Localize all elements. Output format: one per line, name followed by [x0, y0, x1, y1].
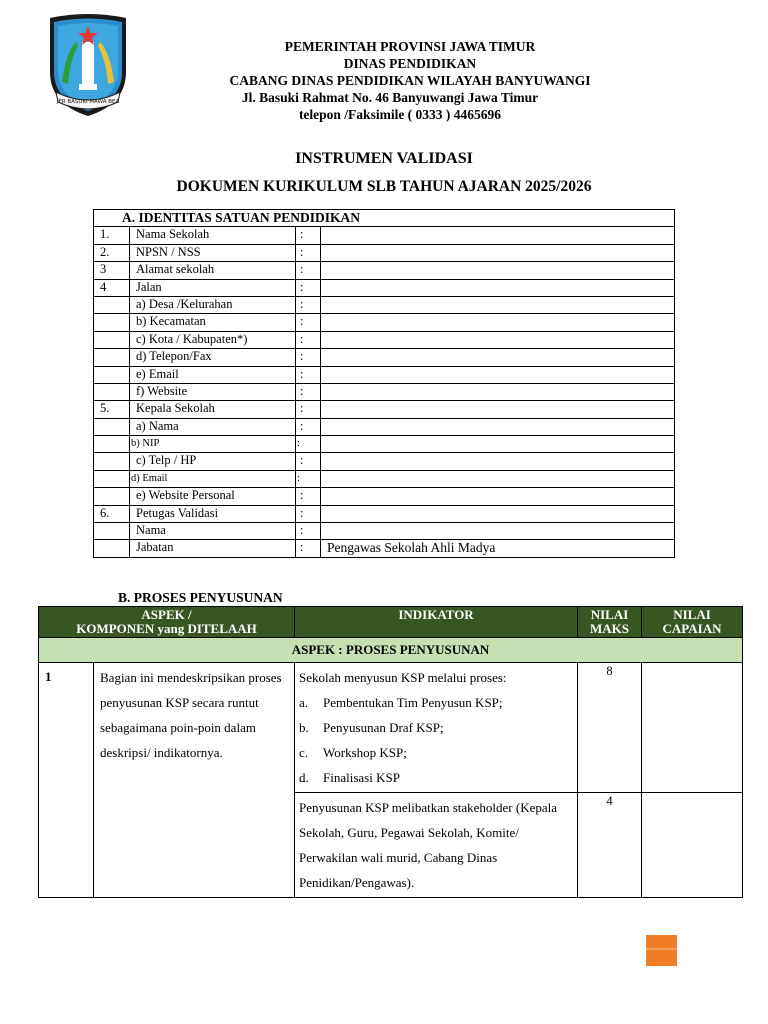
identity-row — [94, 505, 675, 522]
identity-row-value[interactable] — [321, 349, 675, 366]
identity-row-label: b) Kecamatan — [130, 314, 296, 331]
identity-row-value[interactable] — [321, 401, 675, 418]
list-marker: d. — [299, 770, 309, 785]
identity-row-number — [94, 488, 130, 505]
identity-row-value[interactable] — [321, 505, 675, 522]
list-item-text: Pembentukan Tim Penyusun KSP; — [323, 695, 503, 710]
identity-row — [94, 314, 675, 331]
identity-row-label: d) Email — [130, 470, 296, 487]
identity-table — [93, 209, 675, 558]
logo-motto: JER BASUKI MAWA BEA — [56, 99, 120, 105]
identity-row-separator: : — [296, 540, 321, 557]
indicator-cell: Penyusunan KSP melibatkan stakeholder (Kepala Sekolah, Guru, Pegawai Sekolah, Komite/ Perwakilan wali murid, Cabang Dinas Penidikan/Pengawas). — [295, 793, 578, 898]
identity-row-separator: : — [296, 505, 321, 522]
identity-row-label: NPSN / NSS — [130, 244, 296, 261]
identity-row-value[interactable] — [321, 331, 675, 348]
identity-row-separator: : — [296, 523, 321, 540]
indicator-list-item — [299, 690, 573, 715]
identity-row-separator: : — [296, 349, 321, 366]
identity-row-value[interactable] — [321, 383, 675, 400]
identity-row-number — [94, 470, 130, 487]
identity-row-separator: : — [296, 296, 321, 313]
row-number: 1 — [39, 663, 94, 898]
identity-row — [94, 453, 675, 470]
identity-row — [94, 401, 675, 418]
aspek-column-header: ASPEK / KOMPONEN yang DITELAAH — [39, 607, 295, 638]
nilai-capaian-cell[interactable] — [642, 663, 743, 793]
indicator-list — [299, 690, 573, 790]
identity-row — [94, 488, 675, 505]
identity-row-number: 4 — [94, 279, 130, 296]
orange-marker-block — [646, 935, 677, 966]
identity-row-label: f) Website — [130, 383, 296, 400]
identity-row-label: a) Nama — [130, 418, 296, 435]
identity-row-label: Alamat sekolah — [130, 262, 296, 279]
identity-row-number — [94, 296, 130, 313]
identity-row-number: 5. — [94, 401, 130, 418]
identity-row-separator: : — [296, 401, 321, 418]
identity-row-separator: : — [296, 418, 321, 435]
identity-row-value[interactable] — [321, 279, 675, 296]
identity-row-separator: : — [296, 244, 321, 261]
identity-row-number: 1. — [94, 227, 130, 244]
identity-row-separator: : — [296, 331, 321, 348]
identity-row — [94, 470, 675, 487]
document-title: INSTRUMEN VALIDASI — [295, 150, 473, 167]
indicator-intro: Sekolah menyusun KSP melalui proses: — [299, 670, 507, 685]
identity-row-label: c) Telp / HP — [130, 453, 296, 470]
identity-row-value[interactable] — [321, 488, 675, 505]
identity-row — [94, 279, 675, 296]
nilai-maks-column-header: NILAI MAKS — [578, 607, 642, 638]
identity-row-label: Nama Sekolah — [130, 227, 296, 244]
identity-row-value[interactable] — [321, 296, 675, 313]
identity-row-separator: : — [296, 383, 321, 400]
identity-row — [94, 262, 675, 279]
identity-row-separator: : — [296, 488, 321, 505]
identity-row — [94, 523, 675, 540]
identity-row-number: 6. — [94, 505, 130, 522]
identity-row-number — [94, 453, 130, 470]
identity-row-separator: : — [296, 366, 321, 383]
identity-row-number — [94, 314, 130, 331]
identity-row — [94, 296, 675, 313]
nilai-capaian-cell[interactable] — [642, 793, 743, 898]
list-item-text: Workshop KSP; — [323, 745, 407, 760]
letterhead-phone: telepon /Faksimile ( 0333 ) 4465696 — [298, 107, 502, 122]
identity-row-label: Nama — [130, 523, 296, 540]
identity-row — [94, 540, 675, 557]
nilai-maks-cell: 8 — [578, 663, 642, 793]
identity-row-separator: : — [296, 453, 321, 470]
identity-row-value[interactable]: Pengawas Sekolah Ahli Madya — [321, 540, 675, 557]
letterhead-address: Jl. Basuki Rahmat No. 46 Banyuwangi Jawa Timur — [241, 90, 539, 105]
identity-row-label: Petugas Validasi — [130, 505, 296, 522]
identity-row-value[interactable] — [321, 453, 675, 470]
nilai-maks-cell: 4 — [578, 793, 642, 898]
identity-row-value[interactable] — [321, 314, 675, 331]
aspek-section-row: ASPEK : PROSES PENYUSUNAN — [39, 638, 743, 663]
indicator-list-item — [299, 715, 573, 740]
identity-row-label: Jabatan — [130, 540, 296, 557]
identity-row — [94, 436, 675, 453]
indicator-cell — [295, 663, 578, 793]
letterhead-line2: DINAS PENDIDIKAN — [343, 56, 477, 71]
table-row — [39, 663, 743, 793]
identity-row-number — [94, 436, 130, 453]
identity-row-value[interactable] — [321, 366, 675, 383]
identity-row-separator: : — [296, 227, 321, 244]
identity-row-label: e) Email — [130, 366, 296, 383]
identity-row — [94, 227, 675, 244]
identity-row — [94, 418, 675, 435]
identity-row-value[interactable] — [321, 262, 675, 279]
list-item-text: Finalisasi KSP — [323, 770, 400, 785]
document-subtitle: DOKUMEN KURIKULUM SLB TAHUN AJARAN 2025/2026 — [176, 178, 592, 195]
indicator-list-item — [299, 740, 573, 765]
identity-row-value[interactable] — [321, 418, 675, 435]
aspek-description: Bagian ini mendeskripsikan proses penyusunan KSP secara runtut sebagaimana poin-poin dalam deskripsi/ indikatornya. — [94, 663, 295, 898]
identity-row-number — [94, 331, 130, 348]
identity-row — [94, 331, 675, 348]
identity-row-separator: : — [296, 314, 321, 331]
identity-row-separator: : — [296, 262, 321, 279]
identity-row-number — [94, 540, 130, 557]
identity-row-number: 2. — [94, 244, 130, 261]
identity-row — [94, 244, 675, 261]
identity-row-label: b) NIP — [130, 436, 296, 453]
letterhead-line3: CABANG DINAS PENDIDIKAN WILAYAH BANYUWANGI — [229, 73, 591, 88]
identity-row-value[interactable] — [321, 470, 675, 487]
section-b-title: B. PROSES PENYUSUNAN — [118, 590, 283, 605]
identity-row-label: a) Desa /Kelurahan — [130, 296, 296, 313]
process-table — [38, 606, 743, 898]
identity-row-label: Kepala Sekolah — [130, 401, 296, 418]
identity-row-number — [94, 418, 130, 435]
identity-row-number — [94, 349, 130, 366]
identity-row-number — [94, 523, 130, 540]
nilai-capaian-column-header: NILAI CAPAIAN — [642, 607, 743, 638]
identity-row-value[interactable] — [321, 436, 675, 453]
identity-row — [94, 349, 675, 366]
indicator-list-item — [299, 765, 573, 790]
identity-row — [94, 383, 675, 400]
identity-row-label: Jalan — [130, 279, 296, 296]
identity-row-value[interactable] — [321, 244, 675, 261]
identity-row-number — [94, 366, 130, 383]
letterhead — [150, 38, 670, 123]
identity-row-separator: : — [296, 436, 321, 453]
list-item-text: Penyusunan Draf KSP; — [323, 720, 444, 735]
identity-row-separator: : — [296, 279, 321, 296]
identity-row — [94, 366, 675, 383]
letterhead-line1: PEMERINTAH PROVINSI JAWA TIMUR — [284, 39, 536, 54]
identity-row-separator: : — [296, 470, 321, 487]
identity-row-value[interactable] — [321, 227, 675, 244]
list-marker: b. — [299, 720, 309, 735]
identity-row-number — [94, 383, 130, 400]
identity-row-label: e) Website Personal — [130, 488, 296, 505]
identity-row-number: 3 — [94, 262, 130, 279]
identity-row-label: c) Kota / Kabupaten*) — [130, 331, 296, 348]
identity-row-value[interactable] — [321, 523, 675, 540]
indikator-column-header: INDIKATOR — [295, 607, 578, 638]
identity-table-header: A. IDENTITAS SATUAN PENDIDIKAN — [94, 210, 675, 227]
identity-row-label: d) Telepon/Fax — [130, 349, 296, 366]
list-marker: a. — [299, 695, 309, 710]
list-marker: c. — [299, 745, 309, 760]
